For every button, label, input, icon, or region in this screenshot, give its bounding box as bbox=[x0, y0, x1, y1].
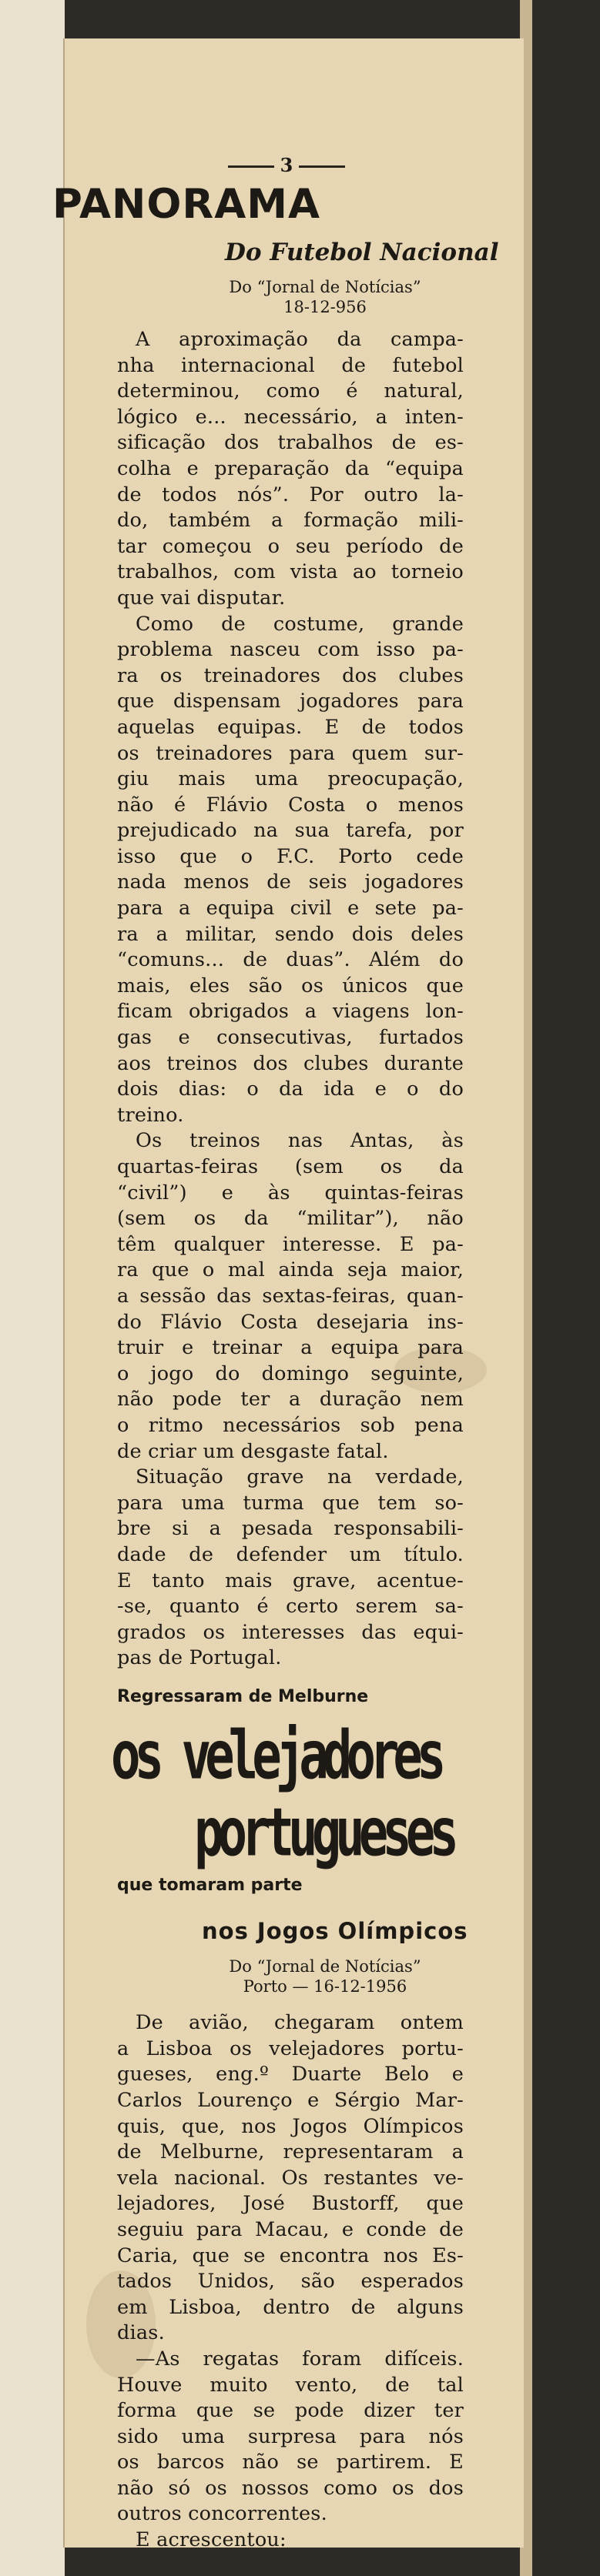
text-line: “civil”) e às quintas-feiras bbox=[117, 1181, 464, 1204]
text-line: lejadores, José Bustorff, que bbox=[117, 2192, 464, 2216]
text-line: determinou, como é natural, bbox=[117, 379, 464, 403]
text-line: Carlos Lourenço e Sérgio Mar- bbox=[117, 2088, 464, 2112]
text-line: Os treinos nas Antas, às bbox=[136, 1129, 464, 1153]
text-line: mais, eles são os únicos que bbox=[117, 974, 464, 997]
text-line: dias. bbox=[117, 2321, 165, 2345]
text-line: ra os treinadores dos clubes bbox=[117, 663, 464, 687]
rule-left bbox=[228, 165, 274, 168]
article-source bbox=[202, 277, 448, 317]
text-line: tar começou o seu período de bbox=[117, 534, 464, 558]
text-line: sificação dos trabalhos de es- bbox=[117, 431, 464, 455]
text-line: giu mais uma preocupação, bbox=[117, 767, 464, 791]
text-line: lógico e... necessário, a inten- bbox=[117, 405, 464, 429]
text-line: de todos nós”. Por outro la- bbox=[117, 483, 464, 506]
text-line: seguiu para Macau, e conde de bbox=[117, 2217, 464, 2241]
article2-deck-secondary: nos Jogos Olímpicos bbox=[202, 1918, 468, 1945]
text-line: vela nacional. Os restantes ve- bbox=[117, 2166, 464, 2190]
text-line: ra a militar, sendo dois deles bbox=[117, 922, 464, 946]
text-line: de Melburne, representaram a bbox=[117, 2140, 464, 2164]
text-line: não só os nossos como os dos bbox=[117, 2476, 464, 2500]
text-line: nha internacional de futebol bbox=[117, 353, 464, 377]
text-line: (sem os da “militar”), não bbox=[117, 1207, 464, 1231]
text-line: nada menos de seis jogadores bbox=[117, 870, 464, 894]
text-line: quis, que, nos Jogos Olímpicos bbox=[117, 2114, 464, 2138]
text-line: gueses, eng.º Duarte Belo e bbox=[117, 2063, 464, 2087]
text-line: dade de defender um título. bbox=[117, 1542, 464, 1566]
article2-headline-line1: os velejadores bbox=[111, 1718, 441, 1796]
text-line: o jogo do domingo seguinte, bbox=[117, 1362, 464, 1385]
text-line: aos treinos dos clubes durante bbox=[117, 1051, 464, 1075]
text-line: pas de Portugal. bbox=[117, 1646, 282, 1670]
text-line: dois dias: o da ida e o do bbox=[117, 1078, 464, 1101]
text-line: -se, quanto é certo serem sa- bbox=[117, 1595, 464, 1619]
text-line: isso que o F.C. Porto cede bbox=[117, 844, 464, 868]
text-line: truir e treinar a equipa para bbox=[117, 1336, 464, 1360]
text-line: trabalhos, com vista ao torneio bbox=[117, 560, 464, 584]
text-line: aquelas equipas. E de todos bbox=[117, 715, 464, 739]
article2-body bbox=[117, 2010, 464, 2553]
text-line: Como de costume, grande bbox=[136, 612, 464, 636]
text-line: —As regatas foram difíceis. bbox=[136, 2347, 464, 2371]
rule-right bbox=[299, 165, 345, 168]
source-date: 18-12-956 bbox=[283, 298, 367, 316]
article2-kicker: Regressaram de Melburne bbox=[117, 1687, 369, 1707]
text-line: o ritmo necessários sob pena bbox=[117, 1413, 464, 1437]
page-number bbox=[171, 154, 402, 176]
text-line: a Lisboa os velejadores portu- bbox=[117, 2036, 464, 2060]
text-line: quartas-feiras (sem os da bbox=[117, 1155, 464, 1178]
text-line: do, também a formação mili- bbox=[117, 509, 464, 533]
page-number-text: 3 bbox=[280, 154, 293, 176]
text-line: prejudicado na sua tarefa, por bbox=[117, 819, 464, 843]
text-line: Situação grave na verdade, bbox=[136, 1465, 464, 1489]
text-line: A aproximação da campa- bbox=[136, 328, 464, 351]
text-line: colha e preparação da “equipa bbox=[117, 456, 464, 480]
text-line: gas e consecutivas, furtados bbox=[117, 1026, 464, 1050]
text-line: E tanto mais grave, acentue- bbox=[117, 1569, 464, 1592]
text-line: ficam obrigados a viagens lon- bbox=[117, 1000, 464, 1024]
newspaper-clipping bbox=[52, 38, 524, 2552]
page-margin bbox=[0, 0, 65, 2576]
text-line: problema nasceu com isso pa- bbox=[117, 638, 464, 662]
text-line: a sessão das sextas-feiras, quan- bbox=[117, 1284, 464, 1308]
text-line: para a equipa civil e sete pa- bbox=[117, 897, 464, 920]
source-line: Do “Jornal de Notícias” bbox=[229, 1957, 421, 1976]
article2-headline-line2: portugueses bbox=[194, 1795, 453, 1873]
text-line: Houve muito vento, de tal bbox=[117, 2373, 464, 2397]
article-subtitle: Do Futebol Nacional bbox=[225, 239, 499, 266]
text-line: treino. bbox=[117, 1103, 184, 1127]
text-line: do Flávio Costa desejaria ins- bbox=[117, 1310, 464, 1334]
text-line: grados os interesses das equi- bbox=[117, 1620, 464, 1644]
text-line: E acrescentou: bbox=[136, 2528, 287, 2552]
text-line: para uma turma que tem so- bbox=[117, 1491, 464, 1515]
article2-source bbox=[202, 1956, 448, 1996]
text-line: outros concorrentes. bbox=[117, 2502, 327, 2526]
text-line: sido uma surpresa para nós bbox=[117, 2424, 464, 2448]
text-line: os barcos não se partirem. E bbox=[117, 2451, 464, 2474]
article-body bbox=[117, 327, 464, 1672]
text-line: não é Flávio Costa o menos bbox=[117, 793, 464, 817]
text-line: De avião, chegaram ontem bbox=[136, 2011, 464, 2035]
text-line: que dispensam jogadores para bbox=[117, 690, 464, 713]
text-line: bre si a pesada responsabili- bbox=[117, 1517, 464, 1541]
article2-deck: que tomaram parte bbox=[117, 1876, 303, 1896]
text-line: ra que o mal ainda seja maior, bbox=[117, 1258, 464, 1282]
text-line: forma que se pode dizer ter bbox=[117, 2399, 464, 2423]
text-line: que vai disputar. bbox=[117, 586, 286, 610]
text-line: os treinadores para quem sur- bbox=[117, 741, 464, 765]
article-headline: PANORAMA bbox=[52, 181, 320, 228]
text-line: têm qualquer interesse. E pa- bbox=[117, 1232, 464, 1256]
text-line: em Lisboa, dentro de alguns bbox=[117, 2295, 464, 2319]
text-line: Caria, que se encontra nos Es- bbox=[117, 2244, 464, 2267]
text-line: tados Unidos, são esperados bbox=[117, 2270, 464, 2294]
source-dateline: Porto — 16-12-1956 bbox=[243, 1977, 407, 1996]
text-line: “comuns... de duas”. Além do bbox=[117, 948, 464, 972]
text-line: não pode ter a duração nem bbox=[117, 1388, 464, 1412]
source-line: Do “Jornal de Notícias” bbox=[229, 278, 421, 296]
text-line: de criar um desgaste fatal. bbox=[117, 1439, 389, 1463]
